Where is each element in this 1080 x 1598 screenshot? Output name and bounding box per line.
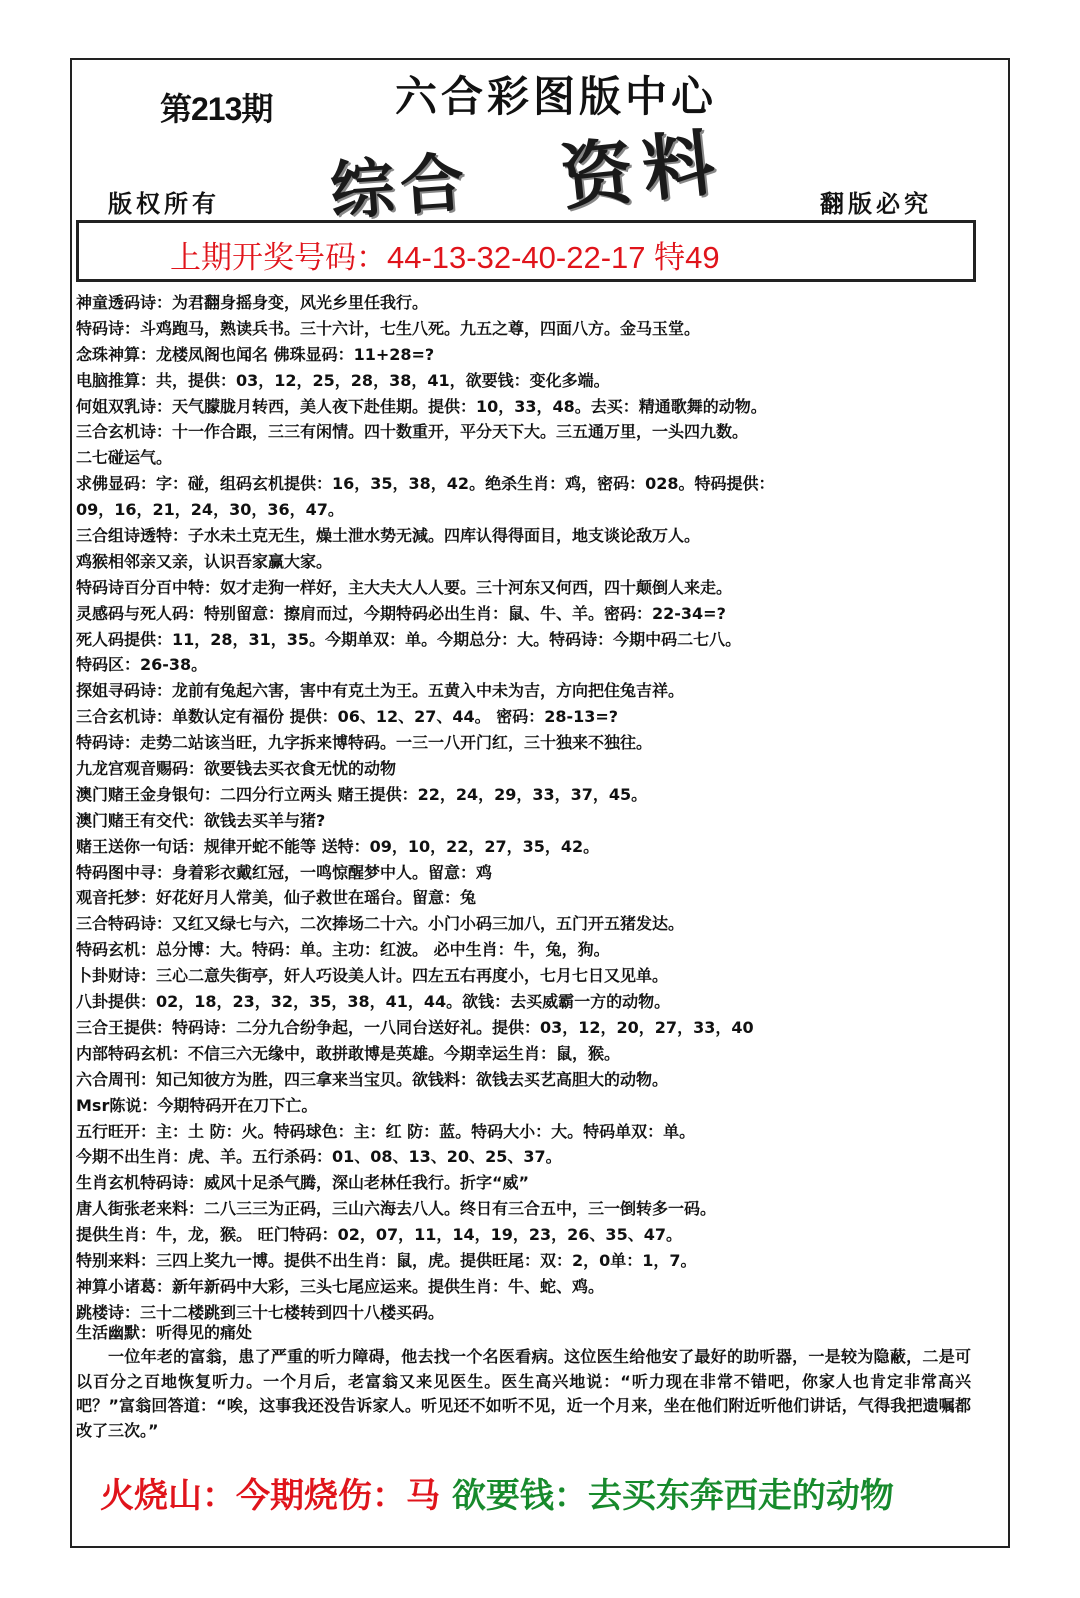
content-line: 念珠神算：龙楼凤阁也闻名 佛珠显码：11+28=? — [76, 344, 435, 364]
content-line: 三合玄机诗：单数认定有福份 提供：06、12、27、44。 密码：28-13=? — [76, 707, 619, 727]
content-line: 09，16，21，24，30，36，47。 — [76, 500, 344, 520]
content-line: 三合特码诗：又红又绿七与六，二次捧场二十六。小门小码三加八，五门开五猪发达。 — [76, 914, 685, 934]
content-line: 特码诗百分百中特：奴才走狗一样好，主大夫大人人要。三十河东又何西，四十颠倒人来走。 — [76, 577, 733, 597]
content-line: 特码诗：斗鸡跑马，熟读兵书。三十六计，七生八死。九五之尊，四面八方。金马玉堂。 — [76, 318, 701, 338]
content-line: 观音托梦：好花好月人常美，仙子救世在瑶台。留意：兔 — [76, 888, 477, 908]
big-title-part2: 资料 — [556, 118, 729, 221]
copyright-tag: 版权所有 — [108, 189, 220, 218]
content-line: Msr陈说：今期特码开在刀下亡。 — [76, 1095, 318, 1115]
last-draw-result: 上期开奖号码：44-13-32-40-22-17 特49 — [170, 240, 720, 275]
story-body: 一位年老的富翁，患了严重的听力障碍，他去找一个名医看病。这位医生给他安了最好的助听器，一是较为隐蔽，二是可以百分之百地恢复听力。一个月后，老富翁又来见医生。医生高兴地说：“听力现在非常不错吧，你家人也肯定非常高兴吧？”富翁回答道：“唉，这事我还没告诉家人。听见还不如听不见，近一个月来，坐在他们附近听他们讲话，气得我把遗嘱都改了三次。” — [76, 1347, 971, 1440]
content-lines — [76, 290, 976, 1326]
content-line: 特码图中寻：身着彩衣戴红冠，一鸣惊醒梦中人。留意：鸡 — [76, 862, 493, 882]
footer-red-text: 火烧山：今期烧伤：马 — [100, 1476, 440, 1516]
content-line: 五行旺开：主：土 防：火。特码球色：主：红 防：蓝。特码大小：大。特码单双：单。 — [76, 1121, 696, 1141]
content-line: 澳门赌王金身银句：二四分行立两头 赌王提供：22，24，29，33，37，45。 — [76, 784, 648, 804]
content-line: 求佛显码：字：碰，组码玄机提供：16，35，38，42。绝杀生肖：鸡，密码：028。特码提供： — [76, 474, 775, 494]
content-line: 唐人街张老来料：二八三三为正码，三山六海去八人。终日有三合五中，三一倒转多一码。 — [76, 1199, 717, 1219]
content-line: 特码诗：走势二站该当旺，九字拆来博特码。一三一八开门红，三十独来不独往。 — [76, 733, 653, 753]
content-line: 鸡猴相邻亲又亲，认识吾家赢大家。 — [76, 551, 333, 571]
content-line: 死人码提供：11，28，31，35。今期单双：单。今期总分：大。特码诗：今期中码二七八。 — [76, 629, 742, 649]
content-line: 三合组诗透特：子水未土克无生，燥土泄水势无減。四库认得得面目，地支谈论敌万人。 — [76, 526, 701, 546]
content-line: 特别来料：三四上奖九一博。提供不出生肖：鼠，虎。提供旺尾：双：2，0单：1，7。 — [76, 1250, 697, 1270]
content-line: 灵感码与死人码：特别留意：擦肩而过，今期特码必出生肖：鼠、牛、羊。密码：22-34=? — [76, 603, 726, 623]
content-line: 澳门赌王有交代：欲钱去买羊与猪? — [76, 810, 326, 830]
content-line: 九龙宫观音赐码：欲要钱去买衣食无忧的动物 — [76, 759, 397, 779]
content-line: 提供生肖：牛，龙，猴。 旺门特码：02，07，11，14，19，23，26、35、47。 — [76, 1225, 682, 1245]
content-line: 特码玄机：总分博：大。特码：单。主功：红波。 必中生肖：牛，兔，狗。 — [76, 940, 610, 960]
content-line: 三合王提供：特码诗：二分九合纷争起，一八同台送好礼。提供：03，12，20，27，33，40 — [76, 1017, 754, 1037]
content-line: 探姐寻码诗：龙前有兔起六害，害中有克土为王。五黄入中未为吉，方向把住兔吉祥。 — [76, 681, 685, 701]
content-line: 神童透码诗：为君翻身摇身变，风光乡里任我行。 — [76, 293, 429, 312]
piracy-tag: 翻版必究 — [820, 189, 932, 218]
content-line: 特码区：26-38。 — [76, 655, 208, 675]
content-line: 八卦提供：02，18，23，32，35，38，41，44。欲钱：去买威霸一方的动物。 — [76, 992, 671, 1012]
content-line: 卜卦财诗：三心二意失街亭，奸人巧设美人计。四左五右再度小，七月七日又见单。 — [76, 966, 669, 986]
content-line: 生肖玄机特码诗：威风十足杀气腾，深山老林任我行。折字“威” — [76, 1173, 530, 1193]
issue-number: 第213期 — [160, 91, 273, 127]
content-line: 二七碰运气。 — [76, 448, 173, 468]
footer-banner — [100, 1468, 894, 1517]
content-line: 何姐双乳诗：天气朦胧月转西，美人夜下赴佳期。提供：10，33，48。去买：精通歌舞的动物。 — [76, 396, 767, 416]
content-line: 跳楼诗：三十二楼跳到三十七楼转到四十八楼买码。 — [76, 1302, 445, 1322]
content-line: 赌王送你一句话：规律开蛇不能等 送特：09，10，22，27，35，42。 — [76, 836, 600, 856]
content-line: 今期不出生肖：虎、羊。五行杀码：01、08、13、20、25、37。 — [76, 1147, 562, 1167]
content-line: 六合周刊：知己知彼方为胜，四三拿来当宝贝。欲钱料：欲钱去买艺高胆大的动物。 — [76, 1069, 669, 1089]
content-line: 内部特码玄机：不信三六无缘中，敢拼敢博是英雄。今期幸运生肖：鼠，猴。 — [76, 1043, 621, 1063]
content-line: 三合玄机诗：十一作合跟，三三有闲情。四十数重开，平分天下大。三五通万里，一头四九数。 — [76, 422, 749, 442]
content-line: 电脑推算：共，提供：03，12，25，28，38，41，欲要钱：变化多端。 — [76, 370, 610, 390]
content-line: 神算小诸葛：新年新码中大彩，三头七尾应运来。提供生肖：牛、蛇、鸡。 — [76, 1276, 605, 1296]
story-title: 生活幽默：听得见的痛处 — [76, 1323, 253, 1342]
center-title: 六合彩图版中心 — [395, 72, 718, 121]
footer-green-text: 欲要钱：去买东奔西走的动物 — [451, 1476, 894, 1516]
big-title-part1: 综合 — [327, 145, 473, 230]
